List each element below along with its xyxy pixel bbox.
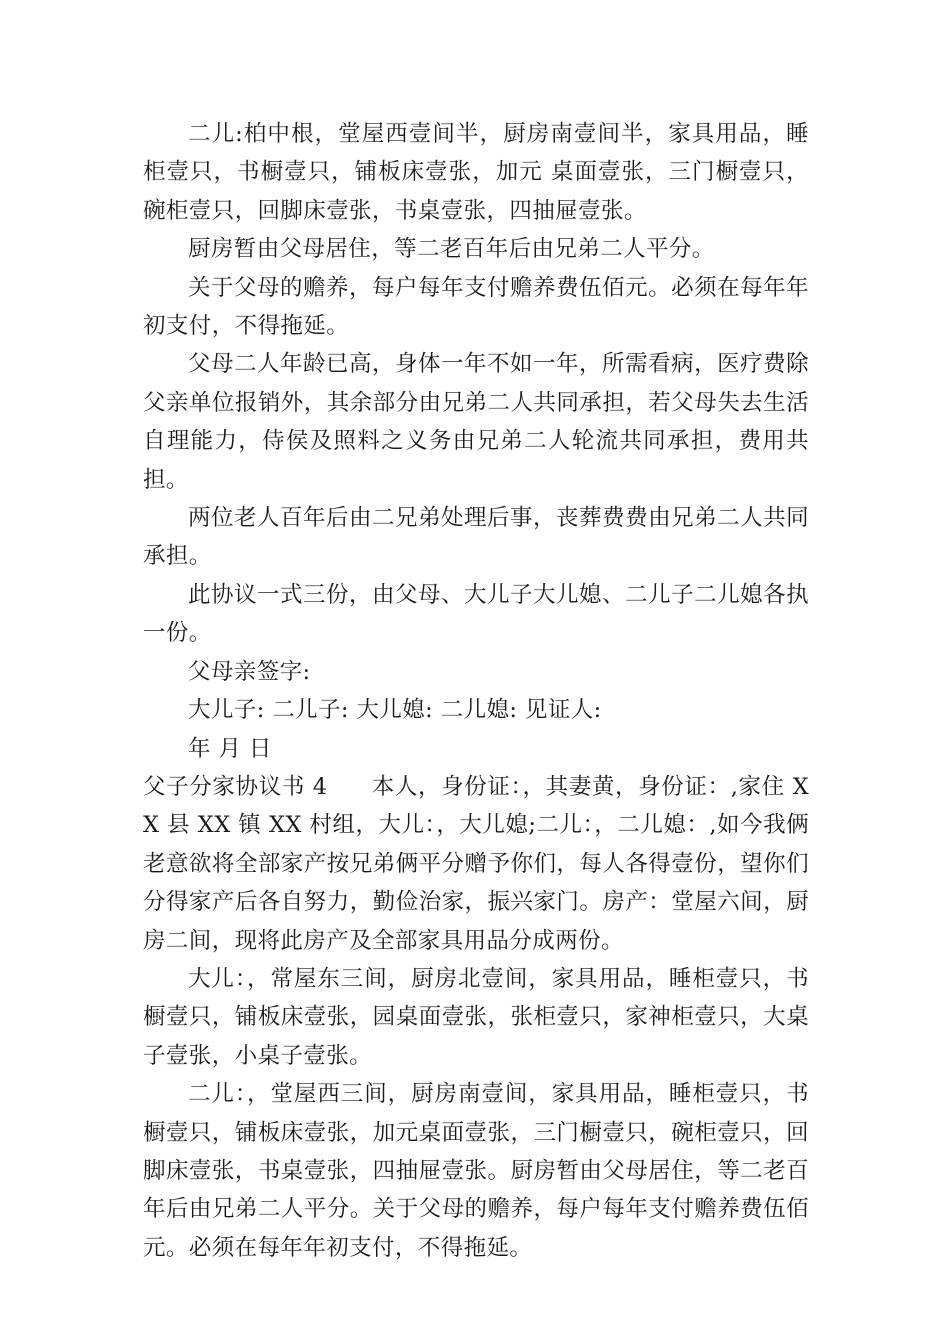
document-body xyxy=(143,115,809,1267)
paragraph-second-son-share: 二儿:柏中根，堂屋西壹间半，厨房南壹间半，家具用品，睡柜壹只，书橱壹只，铺板床壹张，加元 桌面壹张，三门橱壹只，碗柜壹只，回脚床壹张，书桌壹张，四抽屉壹张。 xyxy=(143,121,809,224)
paragraph-second-son-share-2: 二儿：，堂屋西三间，厨房南壹间，家具用品，睡柜壹只，书橱壹只，铺板床壹张，加元桌面壹张，三门橱壹只，碗柜壹只，回脚床壹张，书桌壹张，四抽屉壹张。厨房暂由父母居住，等二老百年后由兄弟二人平分。关于父母的赡养，每户每年支付赡养费伍佰元。必须在每年年初支付，不得拖延。 xyxy=(143,1081,809,1261)
paragraph-funeral: 两位老人百年后由二兄弟处理后事，丧葬费费由兄弟二人共同承担。 xyxy=(143,505,809,570)
paragraph-kitchen: 厨房暂由父母居住，等二老百年后由兄弟二人平分。 xyxy=(188,236,715,263)
paragraph-eldest-son-share: 大儿：，常屋东三间，厨房北壹间，家具用品，睡柜壹只，书橱壹只，铺板床壹张，园桌面壹张，张柜壹只，家神柜壹只，大桌子壹张，小桌子壹张。 xyxy=(143,965,809,1069)
signatories-line: 大儿子: 二儿子: 大儿媳: 二儿媳: 见证人: xyxy=(188,697,602,724)
paragraph-copies: 此协议一式三份，由父母、大儿子大儿媳、二儿子二儿媳各执一份。 xyxy=(143,581,809,647)
parents-signature-line: 父母亲签字: xyxy=(188,658,311,685)
section-heading: 父子分家协议书 4 xyxy=(143,773,328,800)
date-line: 年 月 日 xyxy=(188,735,272,762)
section-intro-paragraph xyxy=(143,768,809,960)
paragraph-medical-costs: 父母二人年龄已高，身体一年不如一年，所需看病，医疗费除父亲单位报销外，其余部分由兄弟二人共同承担，若父母失去生活自理能力，侍侯及照料之义务由兄弟二人轮流共同承担，费用共担。 xyxy=(143,351,809,493)
paragraph-support-fee: 关于父母的赡养，每户每年支付赡养费伍佰元。必须在每年年初支付，不得拖延。 xyxy=(143,274,809,340)
section-intro: 本人，身份证：，其妻黄，身份证：,家住 XX 县 XX 镇 XX 村组，大儿：，大儿媳;二儿：，二儿媳：,如今我俩老意欲将全部家产按兄弟俩平分赠予你们，每人各得壹份，望你们分得家产后各自努力，勤俭治家，振兴家门。房产：堂屋六间，厨房二间，现将此房产及全部家具用品分成两份。 xyxy=(143,773,809,954)
